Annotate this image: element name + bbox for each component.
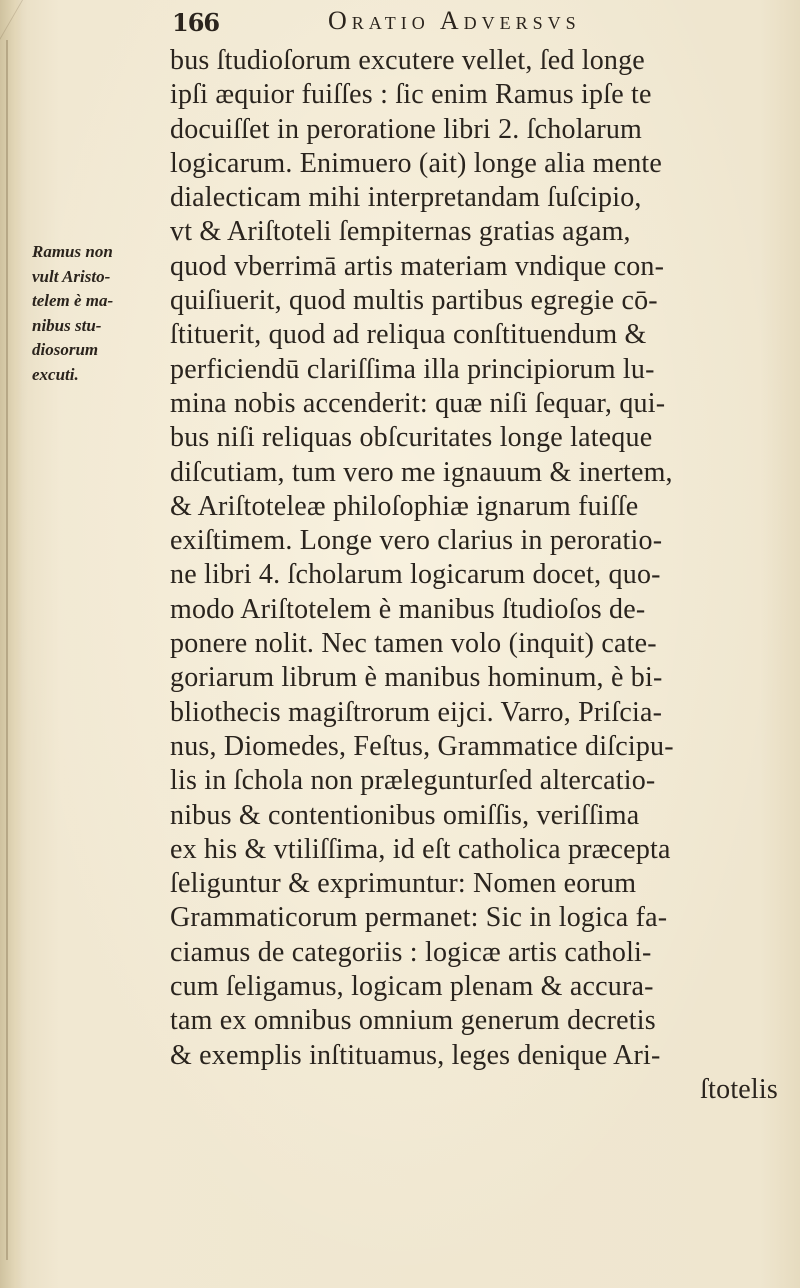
text-line: ſtituerit, quod ad reliqua conſtituendum & [170, 319, 647, 351]
text-line: perficiendū clariſſima illa principiorum lu- [170, 353, 655, 385]
text-line: bus niſi reliquas obſcuritates longe lateque [170, 422, 653, 454]
text-line: vt & Ariſtoteli ſempiternas gratias agam, [170, 216, 631, 248]
text-line: nibus & contentionibus omiſſis, veriſſima [170, 799, 640, 831]
page-binding-edge [0, 0, 22, 1288]
text-line: ex his & vtiliſſima, id eſt catholica præcepta [170, 833, 671, 865]
catchword: ſtotelis [700, 1073, 778, 1105]
text-line: modo Ariſtotelem è manibus ſtudioſos de- [170, 593, 646, 625]
text-line: goriarum librum è manibus hominum, è bi- [170, 662, 663, 694]
body-text [170, 44, 788, 1107]
text-line: docuiſſet in peroratione libri 2. ſcholarum [170, 113, 643, 145]
text-line: quiſiuerit, quod multis partibus egregie cō- [170, 285, 658, 317]
text-line: dialecticam mihi interpretandam ſuſcipio, [170, 182, 642, 214]
marginal-note-line: excuti. [32, 364, 79, 384]
text-line: ponere nolit. Nec tamen volo (inquit) cate- [170, 628, 657, 660]
text-line: lis in ſchola non prælegunturſed altercatio- [170, 765, 656, 797]
text-line: ſeliguntur & exprimuntur: Nomen eorum [170, 868, 637, 900]
marginal-note-line: telem è ma- [32, 291, 114, 310]
text-line: & Ariſtoteleæ philoſophiæ ignarum fuiſſe [170, 490, 639, 522]
marginal-note-line: vult Aristo- [32, 266, 111, 286]
marginal-note-line: diosorum [32, 340, 99, 359]
marginal-note [32, 240, 162, 387]
page-header [172, 6, 772, 46]
text-line: & exemplis inſtituamus, leges denique Ari- [170, 1039, 661, 1071]
page-number: 166 [172, 8, 220, 37]
text-line: tam ex omnibus omnium generum decretis [170, 1005, 656, 1037]
text-line: ne libri 4. ſcholarum logicarum docet, quo- [170, 559, 661, 591]
text-line: ipſi æquior fuiſſes : ſic enim Ramus ipſe te [170, 79, 652, 111]
binding-shadow-line [6, 40, 8, 1260]
marginal-note-line: nibus stu- [32, 315, 102, 335]
text-line: ciamus de categoriis : logicæ artis catholi- [170, 936, 652, 968]
text-line: cum ſeligamus, logicam plenam & accura- [170, 971, 654, 1003]
text-line: nus, Diomedes, Feſtus, Grammatice diſcipu- [170, 730, 674, 762]
marginal-note-line: Ramus non [32, 242, 113, 261]
text-line: mina nobis accenderit: quæ niſi ſequar, qui- [170, 387, 666, 419]
text-line: diſcutiam, tum vero me ignauum & inertem, [170, 456, 673, 488]
text-line: bus ſtudioſorum excutere vellet, ſed longe [170, 45, 645, 76]
text-line: logicarum. Enimuero (ait) longe alia mente [170, 147, 663, 179]
text-line: bliothecis magiſtrorum eijci. Varro, Priſcia- [170, 696, 663, 728]
text-line: quod vberrimā artis materiam vndique con- [170, 250, 665, 282]
text-line: Grammaticorum permanet: Sic in logica fa- [170, 902, 668, 934]
text-line: exiſtimem. Longe vero clarius in peroratio- [170, 525, 663, 557]
running-head: Oratio Adversvs [328, 6, 581, 35]
